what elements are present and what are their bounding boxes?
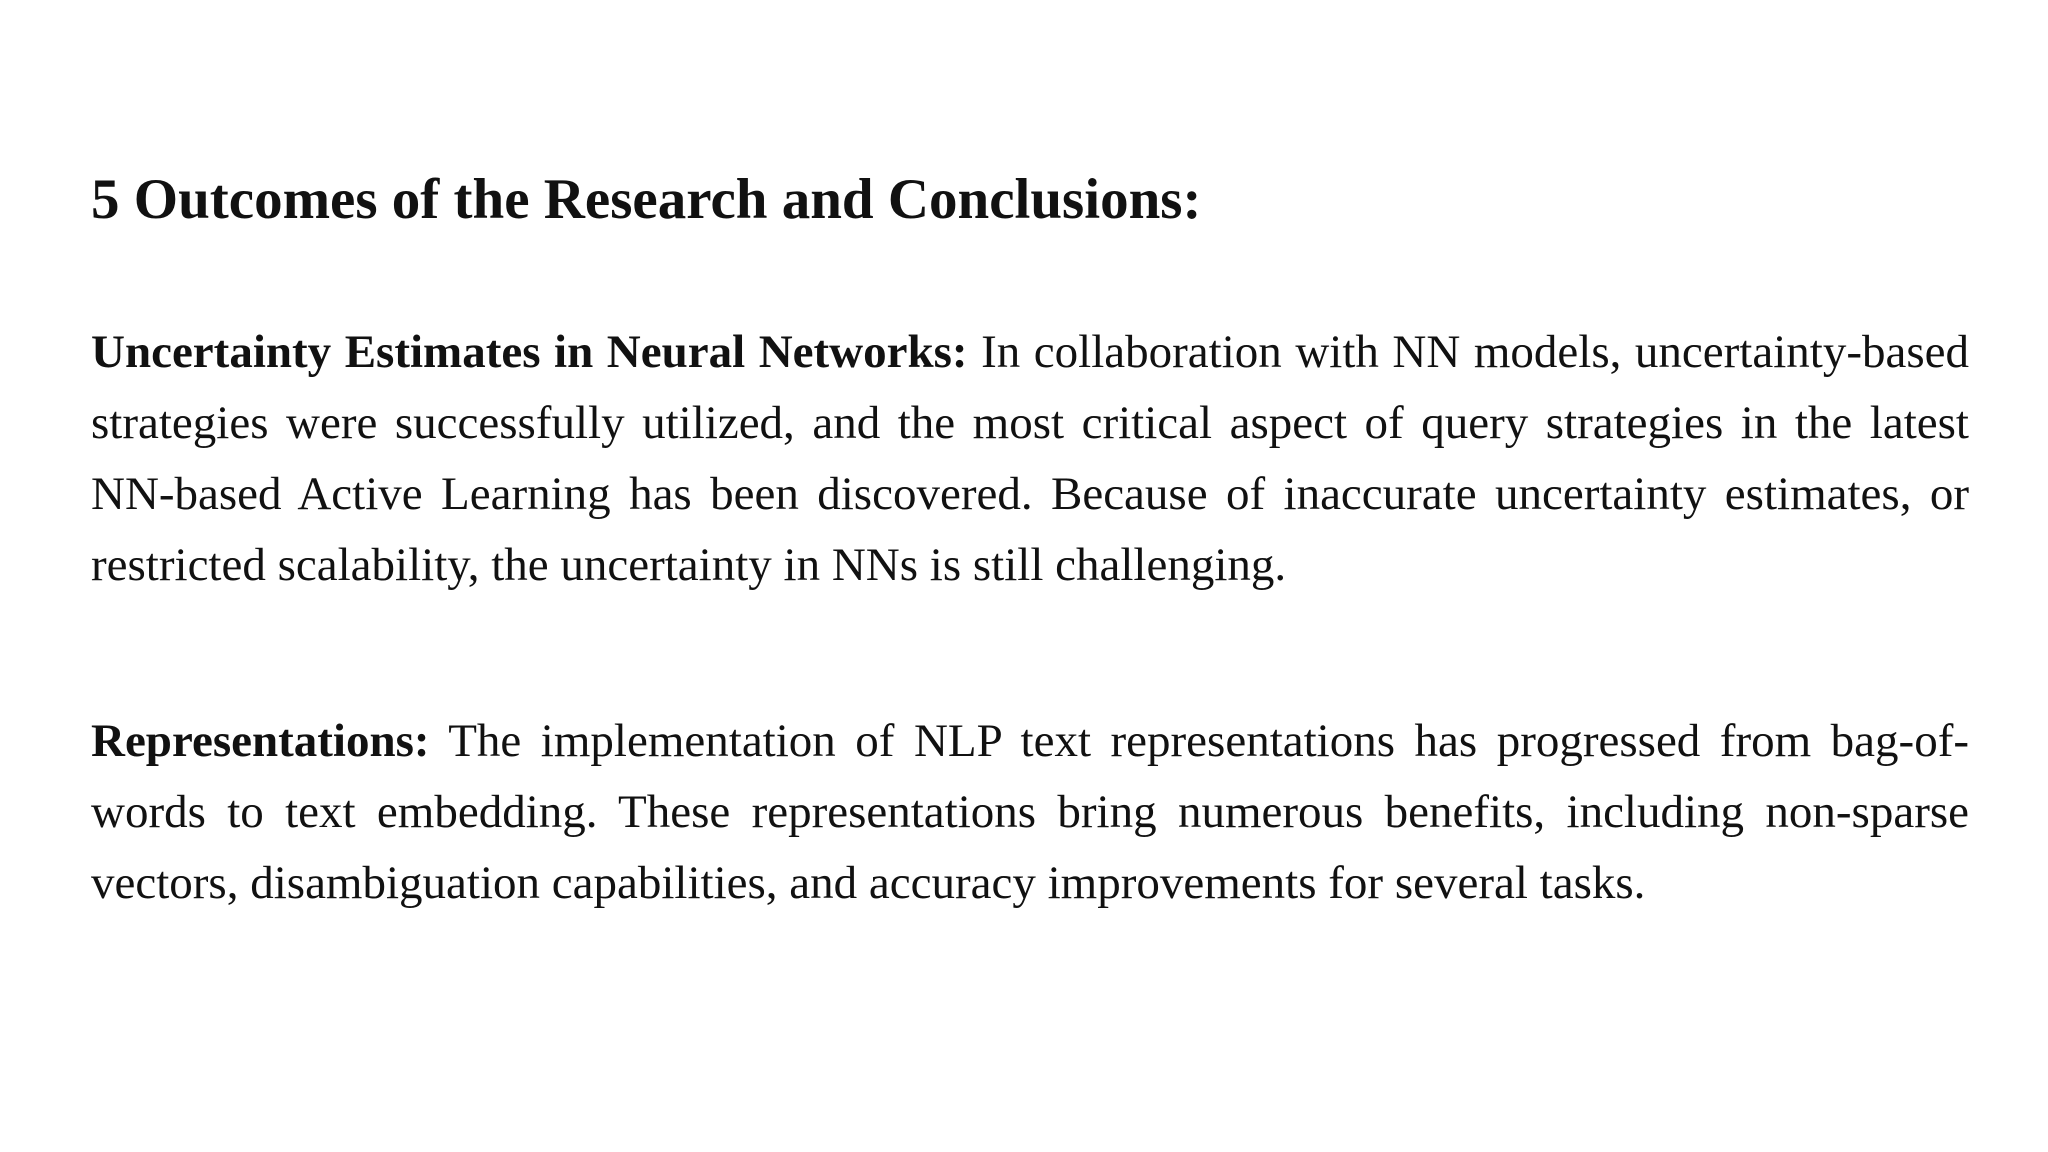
paragraph-representations [91,706,1969,919]
section-heading: 5 Outcomes of the Research and Conclusions: [91,168,1202,231]
paragraph-body: The implementation of NLP text representations has progressed from bag-of-words to text embedding. These representations bring numerous benefits, including non-sparse vectors, disambiguation capabilities, and accuracy improvements for several tasks. [91,715,1969,909]
paragraph-lead-term: Uncertainty Estimates in Neural Networks: [91,326,968,378]
paragraph-lead-term: Representations: [91,715,430,767]
paragraph-uncertainty-estimates [91,317,1969,601]
document-page [91,0,1969,1152]
paragraph-body: In collaboration with NN models, uncertainty-based strategies were successfully utilized, and the most critical aspect of query strategies in the latest NN-based Active Learning has been discovered. Because of inaccurate uncertainty estimates, or restricted scalability, the uncertainty in NNs is still challenging. [91,326,1969,591]
